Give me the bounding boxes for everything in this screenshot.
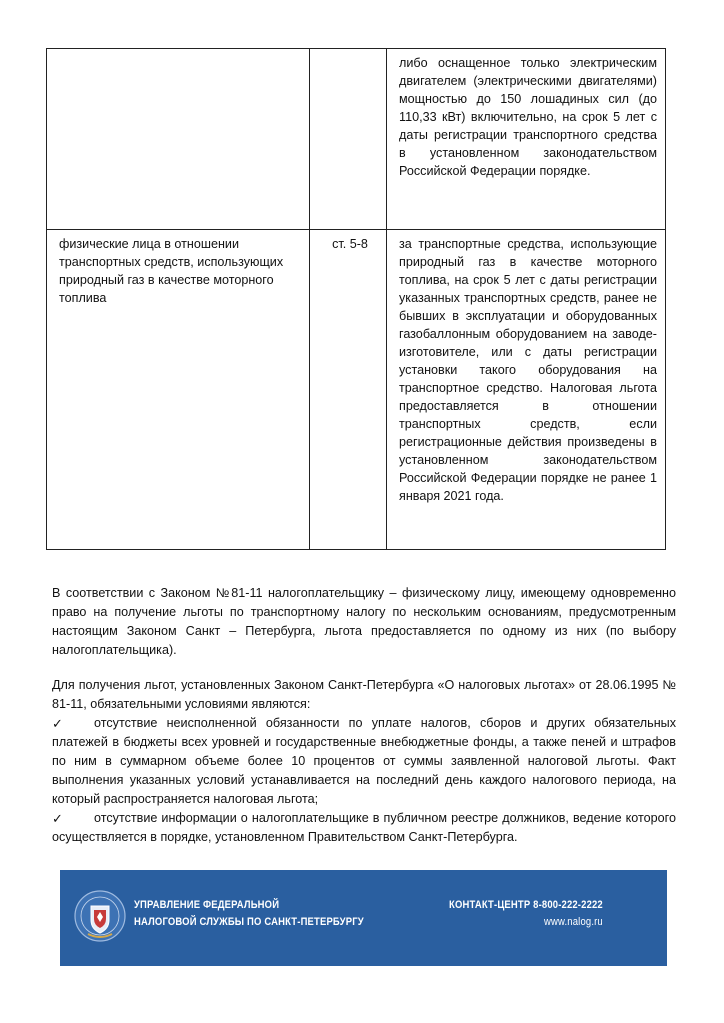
benefit-requirements-section xyxy=(52,676,676,847)
fns-emblem-icon xyxy=(74,888,126,944)
law-article-cell xyxy=(310,49,387,230)
contact-center-phone: КОНТАКТ-ЦЕНТР 8-800-222-2222 xyxy=(449,899,603,911)
law-article-cell: ст. 5-8 xyxy=(310,230,387,550)
website-link[interactable]: www.nalog.ru xyxy=(544,916,603,928)
footer-org-name xyxy=(134,897,364,931)
fns-footer-banner xyxy=(60,870,667,966)
single-benefit-paragraph: В соответствии с Законом №81-11 налогоплательщику – физическому лицу, имеющему одновременно право на получение льготы по транспортному налогу по нескольким основаниям, предусмотренным настоящим Законом Санкт – Петербурга, льгота предоставляется по одному из них (по выбору налогоплательщика). xyxy=(52,586,676,657)
table-row xyxy=(47,49,666,230)
checkmark-icon: ✓ xyxy=(52,716,63,731)
org-name-line: УПРАВЛЕНИЕ ФЕДЕРАЛЬНОЙ xyxy=(134,899,280,911)
org-name-line: НАЛОГОВОЙ СЛУЖБЫ ПО САНКТ-ПЕТЕРБУРГУ xyxy=(134,916,364,928)
list-item xyxy=(52,809,676,847)
list-item-text: отсутствие неисполненной обязанности по уплате налогов, сборов и других обязательных платежей в бюджеты всех уровней и государственные внебюджетные фонды, а также пеней и штрафов по ним в суммарном объеме более 10 процентов от суммы заявленной налоговой льготы. Факт выполнения указанных условий устанавливается на последний день каждого налогового периода, на который распространяется налоговая льгота; xyxy=(52,716,676,806)
table-row xyxy=(47,230,666,550)
requirements-intro: Для получения льгот, установленных Законом Санкт-Петербурга «О налоговых льготах» от 28.06.1995 № 81-11, обязательными условиями являются: xyxy=(52,678,676,711)
benefit-category-cell: физические лица в отношении транспортных средств, использующих природный газ в качестве моторного топлива xyxy=(47,230,310,550)
footer-contacts xyxy=(449,897,603,931)
tax-benefits-table xyxy=(46,48,666,550)
checkmark-icon: ✓ xyxy=(52,811,63,826)
benefit-category-cell xyxy=(47,49,310,230)
list-item xyxy=(52,714,676,809)
benefit-conditions-cell: за транспортные средства, использующие природный газ в качестве моторного топлива, на срок 5 лет с даты регистрации указанных транспортных средств, ранее не бывших в эксплуатации и оборудованных газобаллонным оборудованием на заводе-изготовителе, или с даты регистрации установки такого оборудования на транспортное средство. Налоговая льгота предоставляется в отношении транспортных средств, если регистрационные действия произведены в установленном законодательством Российской Федерации порядке не ранее 1 января 2021 года. xyxy=(387,230,666,550)
list-item-text: отсутствие информации о налогоплательщике в публичном реестре должников, ведение которого осуществляется в порядке, установленном Правительством Санкт-Петербурга. xyxy=(52,811,676,844)
benefit-conditions-cell: либо оснащенное только электрическим двигателем (электрическими двигателями) мощностью до 150 лошадиных сил (до 110,33 кВт) включительно, на срок 5 лет с даты регистрации транспортного средства в установленном законодательством Российской Федерации порядке. xyxy=(387,49,666,230)
